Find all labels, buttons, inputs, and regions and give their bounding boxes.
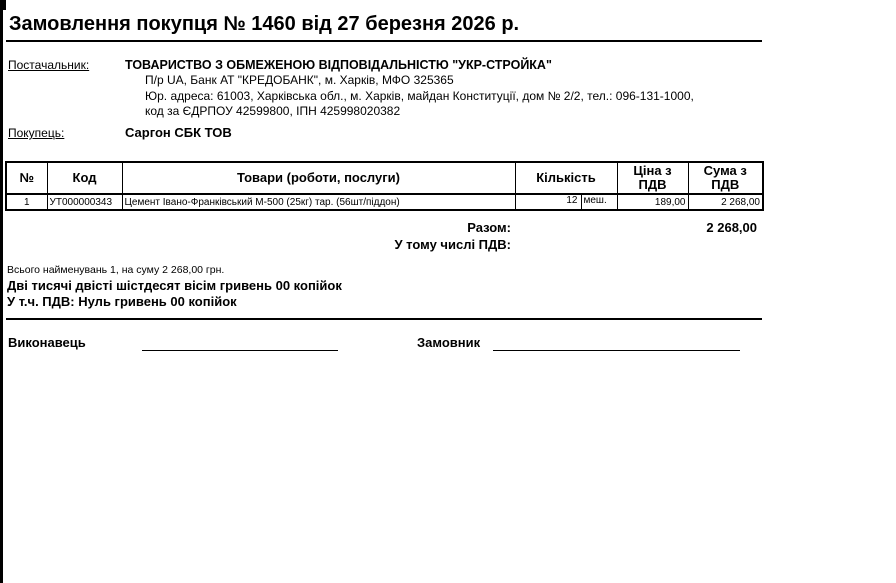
- header-num: №: [6, 162, 47, 194]
- cell-qty: 12: [516, 195, 582, 209]
- customer-label: Замовник: [417, 335, 481, 350]
- cell-unit: меш.: [583, 195, 607, 206]
- table-row: [6, 194, 763, 210]
- supplier-bank-details: П/р UA, Банк АТ "КРЕДОБАНК", м. Харків, МФО 325365: [145, 73, 454, 87]
- cell-goods: Цемент Івано-Франківський М-500 (25кг) тар. (56шт/піддон): [122, 194, 515, 210]
- header-qty: Кількість: [515, 162, 617, 194]
- total-value: 2 268,00: [706, 220, 757, 235]
- amount-in-words: Дві тисячі двісті шістдесят вісім гривень 00 копійок: [7, 278, 342, 293]
- executor-label: Виконавець: [8, 335, 86, 350]
- supplier-codes: код за ЄДРПОУ 42599800, ІПН 425998020382: [145, 104, 401, 118]
- document-title: Замовлення покупця № 1460 від 27 березня 2026 р.: [9, 13, 520, 35]
- buyer-label: Покупець:: [8, 126, 65, 140]
- cell-code: УТ000000343: [47, 194, 122, 210]
- supplier-address: Юр. адреса: 61003, Харківська обл., м. Харків, майдан Конституції, дом № 2/2, тел.: 096-131-1000,: [145, 89, 694, 103]
- vat-label: У тому числі ПДВ:: [394, 237, 511, 252]
- header-code: Код: [47, 162, 122, 194]
- title-divider: [6, 40, 762, 42]
- customer-signature-line: [493, 350, 740, 351]
- table-header-row: [6, 162, 763, 194]
- supplier-label: Постачальник:: [8, 58, 90, 72]
- executor-signature-line: [142, 350, 338, 351]
- header-sum: Сума з ПДВ: [688, 162, 763, 194]
- cell-sum: 2 268,00: [688, 194, 763, 210]
- goods-table: [5, 161, 764, 211]
- items-count-line: Всього найменувань 1, на суму 2 268,00 грн.: [7, 264, 225, 276]
- vat-in-words: У т.ч. ПДВ: Нуль гривень 00 копійок: [7, 294, 237, 309]
- left-edge-tick: [3, 0, 6, 10]
- cell-qty-unit: [515, 194, 617, 210]
- cell-price: 189,00: [617, 194, 688, 210]
- header-price: Ціна з ПДВ: [617, 162, 688, 194]
- left-edge-bar: [0, 0, 3, 583]
- cell-num: 1: [6, 194, 47, 210]
- total-label: Разом:: [467, 220, 511, 235]
- supplier-name: ТОВАРИСТВО З ОБМЕЖЕНОЮ ВІДПОВІДАЛЬНІСТЮ "УКР-СТРОЙКА": [125, 58, 552, 72]
- signature-divider: [6, 318, 762, 320]
- header-goods: Товари (роботи, послуги): [122, 162, 515, 194]
- buyer-name: Саргон СБК ТОВ: [125, 125, 232, 140]
